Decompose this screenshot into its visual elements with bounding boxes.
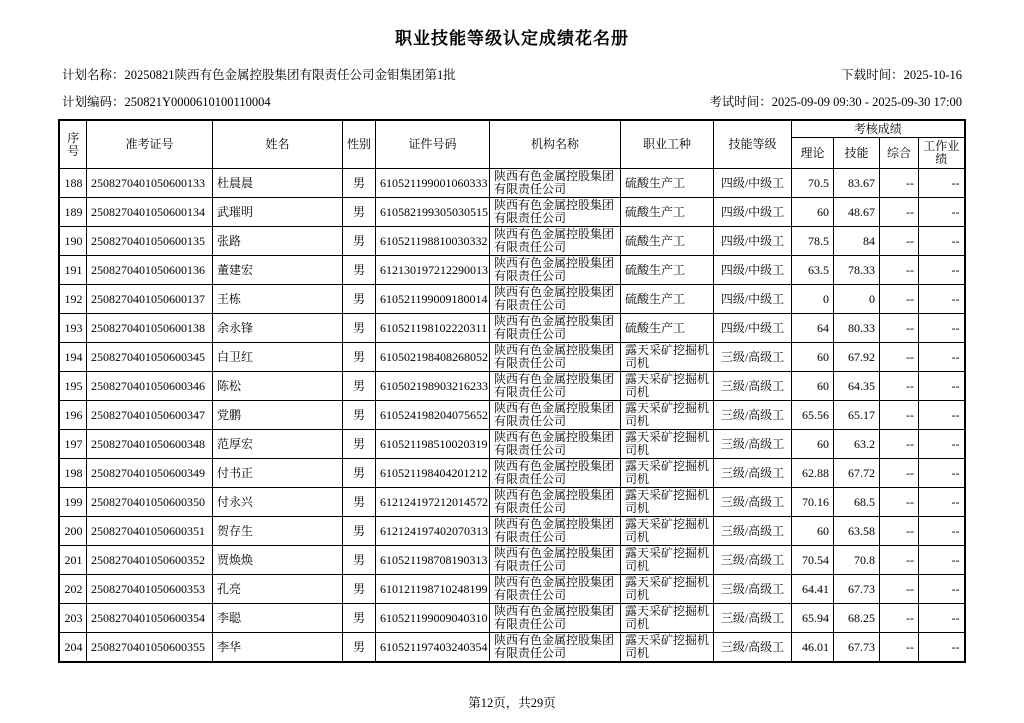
cell-org: 陕西有色金属控股集团有限责任公司 <box>489 401 620 430</box>
cell-ticket: 2508270401050600138 <box>86 314 212 343</box>
cell-work-score: -- <box>918 604 964 633</box>
cell-gender: 男 <box>342 430 375 459</box>
col-header-no: 序号 <box>59 120 86 169</box>
page-number: 第12页，共29页 <box>468 696 556 710</box>
cell-id-number: 610502198408268052 <box>375 343 489 372</box>
cell-id-number: 610521199009180014 <box>375 285 489 314</box>
table-row <box>59 227 964 256</box>
download-time <box>841 65 962 83</box>
cell-theory-score: 64.41 <box>791 575 833 604</box>
cell-no: 191 <box>59 256 86 285</box>
cell-occupation: 露天采矿挖掘机司机 <box>620 401 713 430</box>
table-row <box>59 198 964 227</box>
table-row <box>59 517 964 546</box>
table-row <box>59 314 964 343</box>
cell-ticket: 2508270401050600354 <box>86 604 212 633</box>
cell-level: 三级/高级工 <box>713 575 791 604</box>
cell-work-score: -- <box>918 633 964 663</box>
cell-skill-score: 67.92 <box>833 343 879 372</box>
cell-ticket: 2508270401050600137 <box>86 285 212 314</box>
cell-skill-score: 48.67 <box>833 198 879 227</box>
cell-theory-score: 60 <box>791 343 833 372</box>
table-row <box>59 256 964 285</box>
cell-no: 194 <box>59 343 86 372</box>
cell-no: 199 <box>59 488 86 517</box>
table-row <box>59 285 964 314</box>
cell-theory-score: 60 <box>791 372 833 401</box>
cell-occupation: 硫酸生产工 <box>620 227 713 256</box>
cell-comprehensive-score: -- <box>879 372 918 401</box>
cell-level: 三级/高级工 <box>713 488 791 517</box>
cell-level: 三级/高级工 <box>713 459 791 488</box>
cell-org: 陕西有色金属控股集团有限责任公司 <box>489 546 620 575</box>
cell-skill-score: 68.5 <box>833 488 879 517</box>
cell-no: 193 <box>59 314 86 343</box>
cell-work-score: -- <box>918 517 964 546</box>
cell-occupation: 露天采矿挖掘机司机 <box>620 372 713 401</box>
cell-skill-score: 65.17 <box>833 401 879 430</box>
cell-name: 武璀明 <box>212 198 342 227</box>
exam-time <box>709 92 962 110</box>
cell-work-score: -- <box>918 430 964 459</box>
cell-skill-score: 63.2 <box>833 430 879 459</box>
cell-occupation: 露天采矿挖掘机司机 <box>620 488 713 517</box>
cell-ticket: 2508270401050600350 <box>86 488 212 517</box>
cell-name: 陈松 <box>212 372 342 401</box>
cell-org: 陕西有色金属控股集团有限责任公司 <box>489 517 620 546</box>
cell-name: 王栋 <box>212 285 342 314</box>
plan-name <box>62 65 456 83</box>
cell-id-number: 610524198204075652 <box>375 401 489 430</box>
cell-occupation: 硫酸生产工 <box>620 198 713 227</box>
cell-ticket: 2508270401050600346 <box>86 372 212 401</box>
cell-comprehensive-score: -- <box>879 169 918 198</box>
table-header <box>59 120 964 169</box>
cell-theory-score: 60 <box>791 198 833 227</box>
cell-name: 白卫红 <box>212 343 342 372</box>
table-row <box>59 546 964 575</box>
cell-name: 董建宏 <box>212 256 342 285</box>
cell-level: 三级/高级工 <box>713 372 791 401</box>
cell-occupation: 硫酸生产工 <box>620 285 713 314</box>
cell-name: 付书正 <box>212 459 342 488</box>
cell-gender: 男 <box>342 604 375 633</box>
cell-ticket: 2508270401050600355 <box>86 633 212 663</box>
cell-id-number: 612130197212290013 <box>375 256 489 285</box>
cell-work-score: -- <box>918 372 964 401</box>
cell-occupation: 露天采矿挖掘机司机 <box>620 633 713 663</box>
table-row <box>59 459 964 488</box>
meta-row-2 <box>0 92 1024 110</box>
plan-code-value: 250821Y0000610100110004 <box>124 95 271 109</box>
cell-gender: 男 <box>342 546 375 575</box>
cell-name: 党鹏 <box>212 401 342 430</box>
page-title: 职业技能等级认定成绩花名册 <box>395 29 629 48</box>
cell-no: 200 <box>59 517 86 546</box>
cell-gender: 男 <box>342 575 375 604</box>
cell-no: 192 <box>59 285 86 314</box>
cell-no: 196 <box>59 401 86 430</box>
cell-ticket: 2508270401050600353 <box>86 575 212 604</box>
cell-skill-score: 84 <box>833 227 879 256</box>
cell-occupation: 硫酸生产工 <box>620 256 713 285</box>
cell-id-number: 610521198810030332 <box>375 227 489 256</box>
cell-ticket: 2508270401050600348 <box>86 430 212 459</box>
cell-name: 贺存生 <box>212 517 342 546</box>
cell-level: 三级/高级工 <box>713 546 791 575</box>
cell-work-score: -- <box>918 401 964 430</box>
cell-theory-score: 70.16 <box>791 488 833 517</box>
col-header-occupation: 职业工种 <box>620 120 713 169</box>
cell-org: 陕西有色金属控股集团有限责任公司 <box>489 372 620 401</box>
cell-occupation: 露天采矿挖掘机司机 <box>620 546 713 575</box>
cell-org: 陕西有色金属控股集团有限责任公司 <box>489 633 620 663</box>
col-header-comprehensive: 综合 <box>879 138 918 169</box>
cell-gender: 男 <box>342 343 375 372</box>
cell-gender: 男 <box>342 459 375 488</box>
cell-id-number: 610521199001060333 <box>375 169 489 198</box>
cell-id-number: 610121198710248199 <box>375 575 489 604</box>
cell-comprehensive-score: -- <box>879 633 918 663</box>
cell-org: 陕西有色金属控股集团有限责任公司 <box>489 285 620 314</box>
cell-occupation: 露天采矿挖掘机司机 <box>620 459 713 488</box>
table-row <box>59 169 964 198</box>
cell-gender: 男 <box>342 401 375 430</box>
cell-org: 陕西有色金属控股集团有限责任公司 <box>489 488 620 517</box>
col-header-name: 姓名 <box>212 120 342 169</box>
cell-gender: 男 <box>342 198 375 227</box>
cell-ticket: 2508270401050600351 <box>86 517 212 546</box>
cell-comprehensive-score: -- <box>879 488 918 517</box>
table-row <box>59 488 964 517</box>
cell-level: 四级/中级工 <box>713 314 791 343</box>
plan-name-value: 20250821陕西有色金属控股集团有限责任公司金钼集团第1批 <box>124 68 456 82</box>
col-header-org: 机构名称 <box>489 120 620 169</box>
cell-occupation: 露天采矿挖掘机司机 <box>620 575 713 604</box>
cell-skill-score: 80.33 <box>833 314 879 343</box>
cell-org: 陕西有色金属控股集团有限责任公司 <box>489 430 620 459</box>
cell-id-number: 610521198102220311 <box>375 314 489 343</box>
cell-id-number: 610521198404201212 <box>375 459 489 488</box>
cell-comprehensive-score: -- <box>879 546 918 575</box>
cell-comprehensive-score: -- <box>879 604 918 633</box>
cell-work-score: -- <box>918 488 964 517</box>
cell-work-score: -- <box>918 343 964 372</box>
cell-skill-score: 63.58 <box>833 517 879 546</box>
cell-skill-score: 78.33 <box>833 256 879 285</box>
cell-theory-score: 60 <box>791 517 833 546</box>
cell-name: 孔亮 <box>212 575 342 604</box>
cell-no: 190 <box>59 227 86 256</box>
download-time-value: 2025-10-16 <box>903 68 962 82</box>
cell-org: 陕西有色金属控股集团有限责任公司 <box>489 604 620 633</box>
cell-name: 付永兴 <box>212 488 342 517</box>
table-row <box>59 633 964 663</box>
cell-theory-score: 64 <box>791 314 833 343</box>
cell-skill-score: 83.67 <box>833 169 879 198</box>
plan-code <box>62 92 271 110</box>
cell-org: 陕西有色金属控股集团有限责任公司 <box>489 169 620 198</box>
table-row <box>59 430 964 459</box>
cell-level: 四级/中级工 <box>713 169 791 198</box>
cell-comprehensive-score: -- <box>879 314 918 343</box>
col-header-gender: 性别 <box>342 120 375 169</box>
cell-id-number: 610521197403240354 <box>375 633 489 663</box>
cell-comprehensive-score: -- <box>879 517 918 546</box>
cell-occupation: 露天采矿挖掘机司机 <box>620 343 713 372</box>
cell-skill-score: 67.73 <box>833 633 879 663</box>
cell-org: 陕西有色金属控股集团有限责任公司 <box>489 343 620 372</box>
cell-id-number: 610521198510020319 <box>375 430 489 459</box>
cell-comprehensive-score: -- <box>879 256 918 285</box>
cell-skill-score: 67.72 <box>833 459 879 488</box>
table-row <box>59 401 964 430</box>
cell-gender: 男 <box>342 488 375 517</box>
cell-work-score: -- <box>918 285 964 314</box>
cell-ticket: 2508270401050600135 <box>86 227 212 256</box>
cell-work-score: -- <box>918 198 964 227</box>
cell-level: 三级/高级工 <box>713 430 791 459</box>
cell-no: 204 <box>59 633 86 663</box>
exam-time-value: 2025-09-09 09:30 - 2025-09-30 17:00 <box>771 95 962 109</box>
cell-theory-score: 65.56 <box>791 401 833 430</box>
exam-time-label: 考试时间： <box>709 95 772 109</box>
cell-ticket: 2508270401050600352 <box>86 546 212 575</box>
table-body <box>59 169 964 663</box>
cell-comprehensive-score: -- <box>879 343 918 372</box>
cell-name: 张路 <box>212 227 342 256</box>
cell-theory-score: 70.54 <box>791 546 833 575</box>
cell-level: 三级/高级工 <box>713 633 791 663</box>
cell-theory-score: 65.94 <box>791 604 833 633</box>
cell-comprehensive-score: -- <box>879 430 918 459</box>
cell-gender: 男 <box>342 227 375 256</box>
cell-gender: 男 <box>342 517 375 546</box>
cell-comprehensive-score: -- <box>879 401 918 430</box>
cell-name: 范厚宏 <box>212 430 342 459</box>
cell-skill-score: 70.8 <box>833 546 879 575</box>
cell-comprehensive-score: -- <box>879 198 918 227</box>
cell-ticket: 2508270401050600136 <box>86 256 212 285</box>
cell-org: 陕西有色金属控股集团有限责任公司 <box>489 314 620 343</box>
cell-no: 198 <box>59 459 86 488</box>
table-row <box>59 604 964 633</box>
cell-theory-score: 0 <box>791 285 833 314</box>
col-header-theory: 理论 <box>791 138 833 169</box>
cell-org: 陕西有色金属控股集团有限责任公司 <box>489 575 620 604</box>
cell-theory-score: 60 <box>791 430 833 459</box>
cell-work-score: -- <box>918 256 964 285</box>
cell-gender: 男 <box>342 169 375 198</box>
table-row <box>59 372 964 401</box>
cell-theory-score: 70.5 <box>791 169 833 198</box>
table-row <box>59 343 964 372</box>
cell-comprehensive-score: -- <box>879 575 918 604</box>
cell-gender: 男 <box>342 633 375 663</box>
cell-org: 陕西有色金属控股集团有限责任公司 <box>489 459 620 488</box>
meta-row-1 <box>0 65 1024 83</box>
cell-level: 四级/中级工 <box>713 285 791 314</box>
cell-level: 四级/中级工 <box>713 227 791 256</box>
cell-id-number: 610521198708190313 <box>375 546 489 575</box>
cell-gender: 男 <box>342 285 375 314</box>
cell-theory-score: 78.5 <box>791 227 833 256</box>
cell-level: 三级/高级工 <box>713 343 791 372</box>
cell-occupation: 露天采矿挖掘机司机 <box>620 604 713 633</box>
cell-gender: 男 <box>342 372 375 401</box>
download-time-label: 下载时间： <box>841 68 904 82</box>
cell-name: 杜晨晨 <box>212 169 342 198</box>
cell-work-score: -- <box>918 169 964 198</box>
cell-no: 189 <box>59 198 86 227</box>
roster-table <box>58 119 965 663</box>
cell-ticket: 2508270401050600349 <box>86 459 212 488</box>
cell-id-number: 610582199305030515 <box>375 198 489 227</box>
cell-name: 李聪 <box>212 604 342 633</box>
cell-no: 203 <box>59 604 86 633</box>
cell-work-score: -- <box>918 314 964 343</box>
col-header-skill: 技能 <box>833 138 879 169</box>
cell-skill-score: 67.73 <box>833 575 879 604</box>
cell-skill-score: 0 <box>833 285 879 314</box>
cell-comprehensive-score: -- <box>879 459 918 488</box>
cell-no: 197 <box>59 430 86 459</box>
cell-no: 188 <box>59 169 86 198</box>
cell-level: 三级/高级工 <box>713 401 791 430</box>
cell-work-score: -- <box>918 575 964 604</box>
cell-no: 195 <box>59 372 86 401</box>
cell-comprehensive-score: -- <box>879 227 918 256</box>
cell-theory-score: 63.5 <box>791 256 833 285</box>
cell-ticket: 2508270401050600345 <box>86 343 212 372</box>
col-header-score-group: 考核成绩 <box>791 120 964 138</box>
cell-id-number: 610502198903216233 <box>375 372 489 401</box>
cell-occupation: 硫酸生产工 <box>620 169 713 198</box>
cell-ticket: 2508270401050600347 <box>86 401 212 430</box>
cell-level: 四级/中级工 <box>713 256 791 285</box>
cell-theory-score: 46.01 <box>791 633 833 663</box>
cell-ticket: 2508270401050600133 <box>86 169 212 198</box>
cell-work-score: -- <box>918 459 964 488</box>
cell-no: 202 <box>59 575 86 604</box>
plan-name-label: 计划名称： <box>62 68 125 82</box>
cell-name: 李华 <box>212 633 342 663</box>
cell-id-number: 610521199009040310 <box>375 604 489 633</box>
cell-level: 四级/中级工 <box>713 198 791 227</box>
plan-code-label: 计划编码： <box>62 95 125 109</box>
cell-skill-score: 68.25 <box>833 604 879 633</box>
cell-skill-score: 64.35 <box>833 372 879 401</box>
cell-level: 三级/高级工 <box>713 604 791 633</box>
cell-org: 陕西有色金属控股集团有限责任公司 <box>489 227 620 256</box>
cell-ticket: 2508270401050600134 <box>86 198 212 227</box>
cell-level: 三级/高级工 <box>713 517 791 546</box>
cell-work-score: -- <box>918 546 964 575</box>
cell-id-number: 612124197402070313 <box>375 517 489 546</box>
col-header-id-number: 证件号码 <box>375 120 489 169</box>
cell-work-score: -- <box>918 227 964 256</box>
table-row <box>59 575 964 604</box>
cell-comprehensive-score: -- <box>879 285 918 314</box>
cell-id-number: 612124197212014572 <box>375 488 489 517</box>
cell-gender: 男 <box>342 314 375 343</box>
cell-occupation: 露天采矿挖掘机司机 <box>620 430 713 459</box>
col-header-ticket: 准考证号 <box>86 120 212 169</box>
cell-gender: 男 <box>342 256 375 285</box>
cell-name: 余永锋 <box>212 314 342 343</box>
cell-org: 陕西有色金属控股集团有限责任公司 <box>489 198 620 227</box>
cell-occupation: 露天采矿挖掘机司机 <box>620 517 713 546</box>
cell-theory-score: 62.88 <box>791 459 833 488</box>
cell-no: 201 <box>59 546 86 575</box>
col-header-level: 技能等级 <box>713 120 791 169</box>
cell-occupation: 硫酸生产工 <box>620 314 713 343</box>
cell-org: 陕西有色金属控股集团有限责任公司 <box>489 256 620 285</box>
col-header-work: 工作业绩 <box>918 138 964 169</box>
cell-name: 贾焕焕 <box>212 546 342 575</box>
